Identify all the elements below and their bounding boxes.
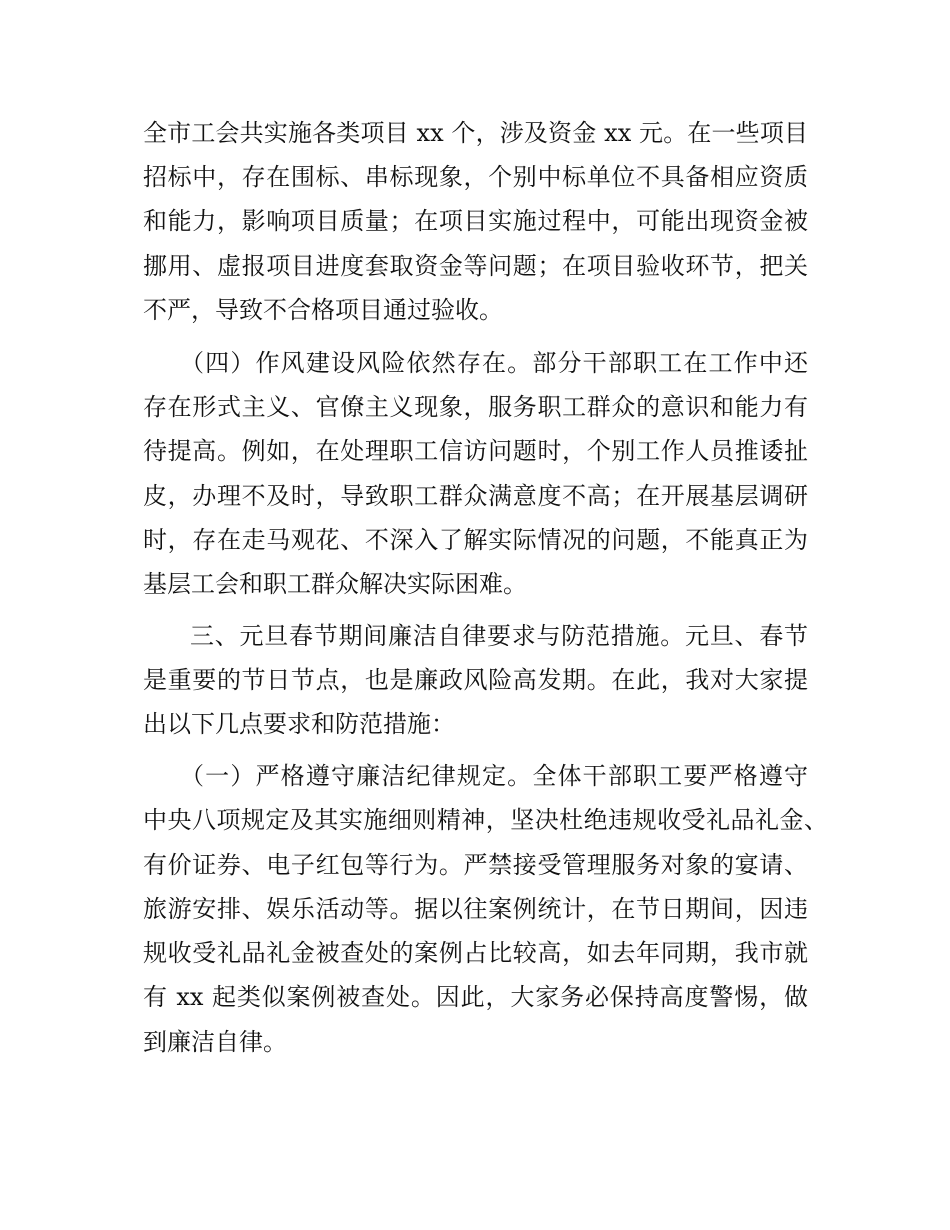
text-line: 是重要的节日节点，也是廉政风险高发期。在此，我对大家提 [143, 666, 808, 694]
text-line: 招标中，存在围标、串标现象，个别中标单位不具备相应资质 [143, 163, 808, 191]
text-line: 旅游安排、娱乐活动等。据以往案例统计，在节日期间，因违 [143, 895, 808, 923]
text-line: 规收受礼品礼金被查处的案例占比较高，如去年同期，我市就 [143, 939, 808, 967]
text-line: 不严，导致不合格项目通过验收。 [143, 296, 503, 324]
text-line: 待提高。例如，在处理职工信访问题时，个别工作人员推诿扯 [143, 437, 808, 465]
text-line: 存在形式主义、官僚主义现象，服务职工群众的意识和能力有 [143, 393, 808, 421]
text-line: 出以下几点要求和防范措施： [143, 710, 455, 738]
text-line: 和能力，影响项目质量；在项目实施过程中，可能出现资金被 [143, 207, 808, 235]
text-line: 皮，办理不及时，导致职工群众满意度不高；在开展基层调研 [143, 482, 808, 510]
text-line: 有 xx 起类似案例被查处。因此，大家务必保持高度警惕，做 [143, 983, 808, 1011]
text-line: 三、元旦春节期间廉洁自律要求与防范措施。元旦、春节 [190, 622, 808, 650]
text-line: 时，存在走马观花、不深入了解实际情况的问题，不能真正为 [143, 526, 808, 554]
text-line: 有价证券、电子红包等行为。严禁接受管理服务对象的宴请、 [143, 851, 808, 879]
text-line: 全市工会共实施各类项目 xx 个，涉及资金 xx 元。在一些项目 [143, 119, 808, 147]
text-line: （一）严格遵守廉洁纪律规定。全体干部职工要严格遵守 [180, 762, 808, 790]
text-line: （四）作风建设风险依然存在。部分干部职工在工作中还 [180, 349, 808, 377]
text-line: 到廉洁自律。 [143, 1028, 287, 1056]
text-line: 基层工会和职工群众解决实际困难。 [143, 570, 527, 598]
text-line: 中央八项规定及其实施细则精神，坚决杜绝违规收受礼品礼金、 [143, 806, 828, 834]
text-line: 挪用、虚报项目进度套取资金等问题；在项目验收环节，把关 [143, 252, 808, 280]
